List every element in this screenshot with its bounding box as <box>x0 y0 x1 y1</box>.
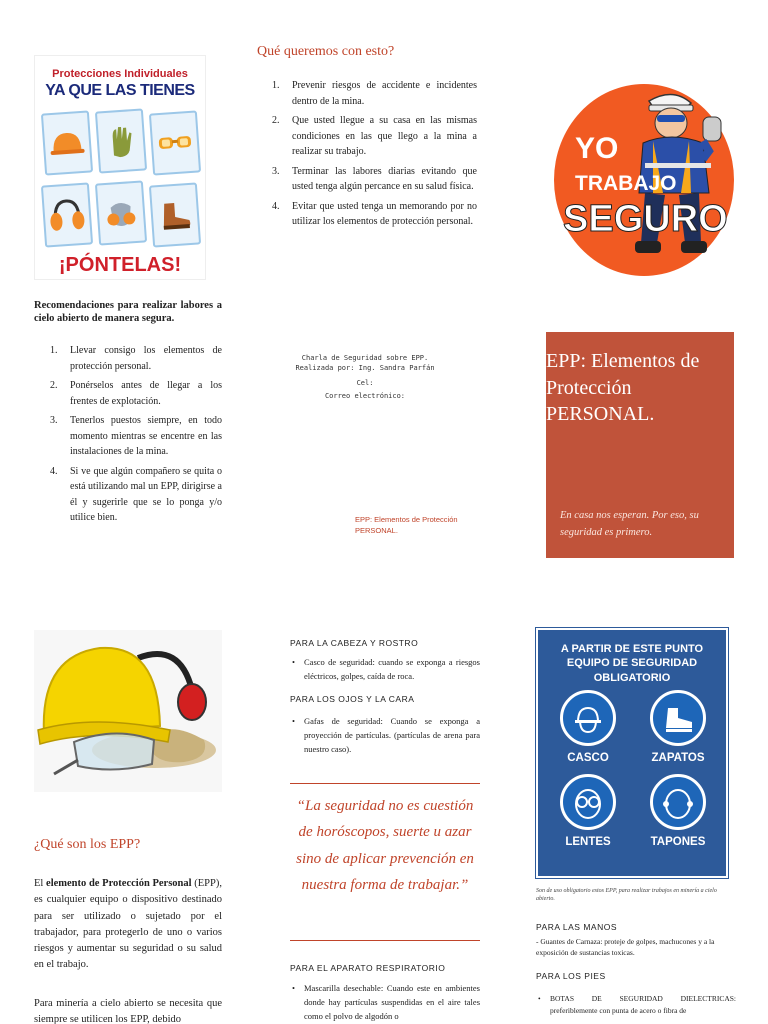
sign-label-lentes: LENTES <box>565 836 611 848</box>
earmuffs-icon <box>41 182 93 247</box>
cover-title: EPP: Elementos de Protección PERSONAL. <box>546 350 700 426</box>
list-item: 3. Terminar las labores diarias evitando que usted tenga algún percance en su salud física. <box>272 165 477 192</box>
list-item: 4. Si ve que algún compañero se quita o está utilizando mal un EPP, dirigirse a él y sugerirle que se lo ponga y/o utilice bien. <box>50 465 222 523</box>
respiratory-section-title: PARA EL APARATO RESPIRATORIO <box>290 963 446 973</box>
head-list <box>290 655 480 683</box>
credits-line: Cel: <box>356 378 374 387</box>
list-item: 3. Tenerlos puestos siempre, en todo momento mientras se encentre en las instalaciones de la mina. <box>50 415 222 457</box>
footer-title: EPP: Elementos de Protección PERSONAL. <box>355 515 458 535</box>
list-item: • Mascarilla desechable: Cuando este en ambientes donde hay partículas suspendidas en el aire tales como el polvo de algodón o <box>290 981 480 1023</box>
credits-block <box>290 352 440 403</box>
sign-label-casco: CASCO <box>567 752 609 764</box>
helmet-sign-icon <box>560 690 616 746</box>
helmet-icon <box>34 630 222 792</box>
epp-section-title: ¿Qué son los EPP? <box>34 837 141 852</box>
ppe-poster <box>34 55 206 280</box>
cover-panel <box>546 332 734 558</box>
goggles-sign-icon <box>560 774 616 830</box>
mandatory-ppe-sign <box>536 628 728 878</box>
list-item: 2. Que usted llegue a su casa en las mismas condiciones en las que llego a la mina a realizar su trabajo. <box>272 115 477 157</box>
eyes-section-title: PARA LOS OJOS Y LA CARA <box>290 694 415 704</box>
cover-subtitle: En casa nos esperan. Por eso, su seguridad es primero. <box>560 510 699 538</box>
credits-line: Realizada por: Ing. Sandra Parfán <box>295 364 435 373</box>
sign-label-tapones: TAPONES <box>650 836 706 848</box>
poster-slogan: ¡PÓNTELAS! <box>58 254 182 276</box>
list-item: 2. Ponérselos antes de llegar a los frentes de explotación. <box>50 380 222 407</box>
sign-label-zapatos: ZAPATOS <box>651 752 705 764</box>
yo-trabajo-seguro-badge <box>553 83 735 278</box>
respiratory-list <box>290 981 480 1023</box>
credits-line: Charla de Seguridad sobre EPP. <box>301 354 429 362</box>
list-item: 4. Evitar que usted tenga un memorando por no utilizar los elementos de protección personal. <box>272 200 477 227</box>
recommendations-list <box>48 343 222 530</box>
badge-line1: YO <box>575 132 619 165</box>
badge-line3: SEGURO <box>563 198 728 240</box>
credits-line: Correo electrónico: <box>324 391 406 400</box>
boots-sign-icon <box>650 690 706 746</box>
list-item: • Gafas de seguridad: Cuando se exponga a proyección de partículas. (partículas de arena para nuestro caso). <box>290 714 480 756</box>
list-item: • BOTAS DE SEGURIDAD DIELECTRICAS: preferiblemente con punta de acero o fibra de <box>536 993 736 1018</box>
hands-section-title: PARA LAS MANOS <box>536 922 618 932</box>
head-section-title: PARA LA CABEZA Y ROSTRO <box>290 638 419 648</box>
sign-caption: Son de uso obligatorio estos EPP, para realizar trabajos en minería a cielo abierto. <box>536 888 717 903</box>
respirator-icon <box>95 180 147 245</box>
goals-title: Qué queremos con esto? <box>257 44 395 59</box>
poster-title: YA QUE LAS TIENES <box>45 82 195 99</box>
epp-paragraph: Para minería a cielo abierto se necesita que siempre se utilicen los EPP, debido <box>34 998 222 1024</box>
helmet-photo <box>34 630 222 792</box>
poster-subtitle: Protecciones Individuales <box>52 68 188 80</box>
gloves-icon <box>95 108 147 173</box>
helmet-icon <box>41 110 93 175</box>
boots-icon <box>149 182 201 247</box>
feet-section-title: PARA LOS PIES <box>536 971 606 981</box>
eyes-list <box>290 714 480 756</box>
goals-list <box>270 78 477 234</box>
list-item: 1. Llevar consigo los elementos de protección personal. <box>50 345 222 372</box>
goggles-icon <box>149 110 201 175</box>
list-item: • Casco de seguridad: cuando se exponga a riesgos eléctricos, golpes, caída de roca. <box>290 655 480 683</box>
earplugs-sign-icon <box>650 774 706 830</box>
divider <box>290 783 480 784</box>
safety-quote: “La seguridad no es cuestión de horóscopos, suerte u azar sino de aplicar prevención en nuestra forma de trabajar.” <box>296 798 474 893</box>
sign-header: A PARTIR DE ESTE PUNTO EQUIPO DE SEGURIDAD OBLIGATORIO <box>560 643 704 684</box>
badge-line2: TRABAJO <box>575 172 677 195</box>
recommendations-title: Recomendaciones para realizar labores a cielo abierto de manera segura. <box>34 300 222 325</box>
badge-graphic <box>553 83 735 278</box>
divider <box>290 940 480 941</box>
epp-definition: El elemento de Protección Personal (EPP), es cualquier equipo o dispositivo destinado para ser utilizado o sujetado por el trabajador, para protegerlo de uno o varios riesgos y aumentar su seguridad o su salud en el trabajo. <box>34 878 222 971</box>
list-item: 1. Prevenir riesgos de accidente e incidentes dentro de la mina. <box>272 80 477 107</box>
feet-list <box>536 993 736 1018</box>
hands-text: - Guantes de Carnaza: proteje de golpes, machucones y a la exposición de sustancias toxicas. <box>536 937 715 958</box>
